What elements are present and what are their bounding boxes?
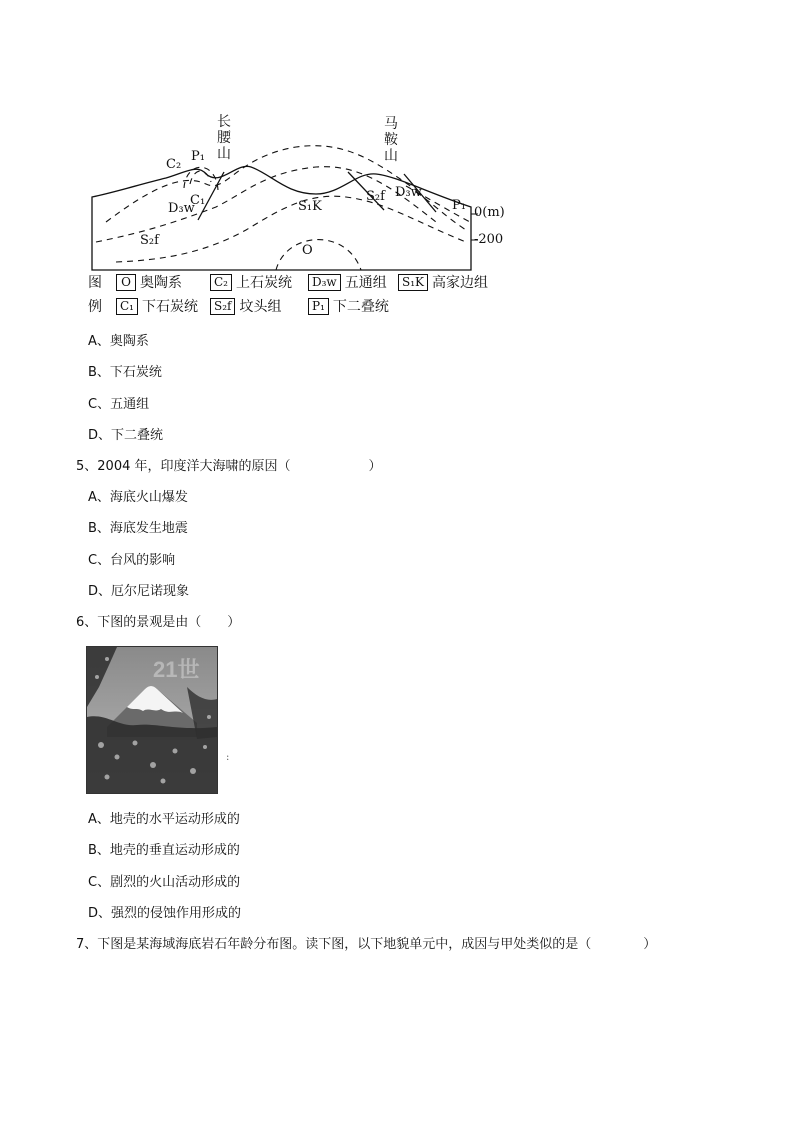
label-d3w-right: D₃w: [395, 185, 422, 200]
q4-option-c: C、五通组: [88, 397, 150, 412]
photo-watermark: 21世: [153, 657, 200, 682]
elevation-minus-200: -200: [474, 232, 504, 247]
legend-code: O: [116, 274, 136, 291]
q4-option-a: A、奥陶系: [88, 334, 149, 349]
legend-name: 坟头组: [239, 299, 282, 315]
legend-code: D₃w: [308, 274, 341, 291]
label-c2: C₂: [166, 157, 182, 172]
q7-question: 7、下图是某海域海底岩石年龄分布图。读下图，以下地貌单元中，成因与甲处类似的是（ ）: [76, 937, 657, 952]
legend-code: P₁: [308, 298, 329, 315]
label-c1: C₁: [190, 193, 206, 208]
q5-question: 5、2004 年，印度洋大海啸的原因（ ）: [76, 459, 382, 474]
label-s1k: S₁K: [298, 199, 322, 214]
label-d3w-left: D₃w: [168, 201, 195, 216]
q6-question: 6、下图的景观是由（ ）: [76, 615, 241, 630]
legend-name: 高家边组: [432, 275, 488, 291]
legend-name: 下石炭统: [142, 299, 198, 315]
label-o: O: [302, 243, 313, 258]
legend-code: S₂f: [210, 298, 235, 315]
legend-name: 下二叠统: [332, 299, 389, 315]
q4-option-d: D、下二叠统: [88, 428, 164, 443]
q5-option-d: D、厄尔尼诺现象: [88, 584, 190, 599]
q5-option-b: B、海底发生地震: [88, 521, 188, 536]
legend-item-o: [116, 272, 182, 292]
legend-head-2: 例: [88, 299, 102, 315]
mountain-label-changyaoshan: 长腰山: [217, 114, 231, 162]
elevation-0: 0(m): [474, 205, 505, 220]
q4-option-b: B、下石炭统: [88, 365, 162, 380]
legend-name: 五通组: [344, 275, 387, 291]
legend-item-d3w: [308, 272, 387, 292]
q5-option-a: A、海底火山爆发: [88, 490, 188, 505]
q6-option-a: A、地壳的水平运动形成的: [88, 812, 240, 827]
label-p1-right: P₁: [452, 198, 466, 213]
label-s2f-left: S₂f: [140, 233, 159, 248]
label-s2f-right: S₂f: [366, 189, 385, 204]
legend-item-p1: [308, 296, 389, 316]
figure-legend: [86, 272, 506, 320]
cross-section-drawing: [86, 112, 498, 272]
legend-code: C₂: [210, 274, 232, 291]
stray-mark: :: [226, 752, 230, 763]
legend-code: S₁K: [398, 274, 428, 291]
legend-item-s1k: [398, 272, 488, 292]
legend-name: 奥陶系: [140, 275, 182, 291]
legend-head-1: 图: [88, 275, 102, 291]
q5-option-c: C、台风的影响: [88, 553, 176, 568]
legend-name: 上石炭统: [236, 275, 292, 291]
legend-item-c2: [210, 272, 292, 292]
legend-code: C₁: [116, 298, 138, 315]
legend-item-c1: [116, 296, 198, 316]
q6-option-b: B、地壳的垂直运动形成的: [88, 843, 240, 858]
legend-item-s2f: [210, 296, 281, 316]
volcano-photo-drawing: [87, 647, 217, 793]
mountain-label-maanshan: 马鞍山: [384, 116, 398, 164]
volcano-photo: [86, 646, 218, 794]
label-p1-top: P₁: [191, 149, 205, 164]
q6-option-c: C、剧烈的火山活动形成的: [88, 875, 241, 890]
q6-option-d: D、强烈的侵蚀作用形成的: [88, 906, 242, 921]
